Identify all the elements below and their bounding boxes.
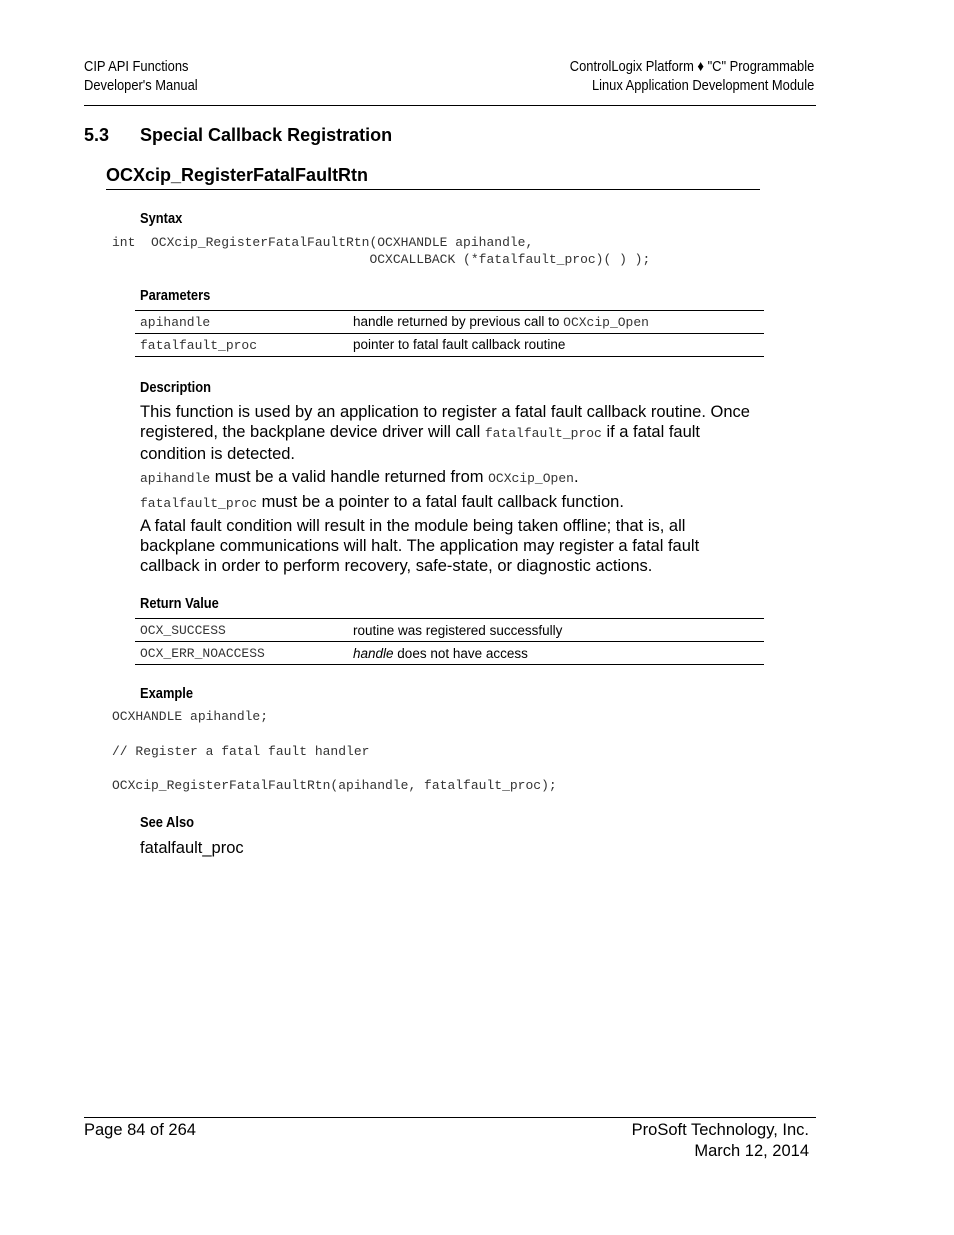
param-desc: pointer to fatal fault callback routine: [348, 334, 764, 357]
header-left: [84, 57, 198, 95]
return-desc: handle does not have access: [348, 642, 764, 665]
param-name: apihandle: [135, 311, 348, 334]
header-platform: ControlLogix Platform ♦ "C" Programmable: [569, 58, 814, 75]
section-heading: [84, 125, 392, 146]
description-paragraph-2: apihandle must be a valid handle returned from OCXcip_Open.: [140, 468, 579, 486]
footer-date: March 12, 2014: [694, 1142, 809, 1160]
table-row: [135, 619, 764, 642]
header-doc-title: CIP API Functions: [84, 58, 189, 75]
section-number: 5.3: [84, 125, 110, 145]
syntax-heading: Syntax: [140, 210, 183, 227]
table-row: [135, 334, 764, 357]
function-title: OCXcip_RegisterFatalFaultRtn: [106, 165, 369, 185]
param-name: fatalfault_proc: [135, 334, 348, 357]
syntax-line-1: int OCXcip_RegisterFatalFaultRtn(OCXHANDLE apihandle,: [112, 235, 534, 250]
return-value-heading: Return Value: [140, 595, 219, 612]
return-code: OCX_ERR_NOACCESS: [135, 642, 348, 665]
description-heading: Description: [140, 379, 211, 396]
syntax-line-2: OCXCALLBACK (*fatalfault_proc)( ) );: [112, 252, 651, 267]
section-title: Special Callback Registration: [140, 125, 393, 145]
param-desc-code: OCXcip_Open: [563, 315, 649, 330]
see-also-item: fatalfault_proc: [140, 839, 244, 857]
syntax-code: [112, 234, 650, 268]
example-line-3: OCXcip_RegisterFatalFaultRtn(apihandle, fatalfault_proc);: [112, 778, 557, 793]
table-row: [135, 311, 764, 334]
example-line-1: OCXHANDLE apihandle;: [112, 709, 269, 724]
footer-right: [632, 1120, 809, 1162]
description-paragraph-3: fatalfault_proc must be a pointer to a fatal fault callback function.: [140, 493, 624, 511]
footer-company: ProSoft Technology, Inc.: [631, 1121, 809, 1139]
example-heading: Example: [140, 685, 194, 702]
page-number: Page 84 of 264: [84, 1121, 196, 1139]
function-title-underline: [106, 189, 760, 190]
header-divider: [84, 105, 816, 106]
return-code: OCX_SUCCESS: [135, 619, 348, 642]
header-doc-subtitle: Developer's Manual: [84, 77, 198, 94]
header-module: Linux Application Development Module: [591, 77, 814, 94]
description-paragraph-4: A fatal fault condition will result in the module being taken offline; that is, all backplane communications will halt. The application may register a fatal fault callback in order to perform recovery, safe-state, or diagnostic actions.: [140, 517, 700, 575]
see-also-heading: See Also: [140, 814, 195, 831]
table-row: [135, 642, 764, 665]
parameters-heading: Parameters: [140, 287, 211, 304]
example-line-2: // Register a fatal fault handler: [112, 744, 370, 759]
description-paragraph-1: This function is used by an application to register a fatal fault callback routine. Once registered, the backplane device driver will call fatalfault_proc if a fatal fault condition is detected.: [140, 403, 750, 463]
return-desc: routine was registered successfully: [348, 619, 764, 642]
param-desc: handle returned by previous call to OCXcip_Open: [348, 311, 764, 334]
return-value-table: [135, 618, 764, 665]
header-right: [570, 57, 814, 95]
footer-divider: [84, 1117, 816, 1118]
parameters-table: [135, 310, 764, 357]
